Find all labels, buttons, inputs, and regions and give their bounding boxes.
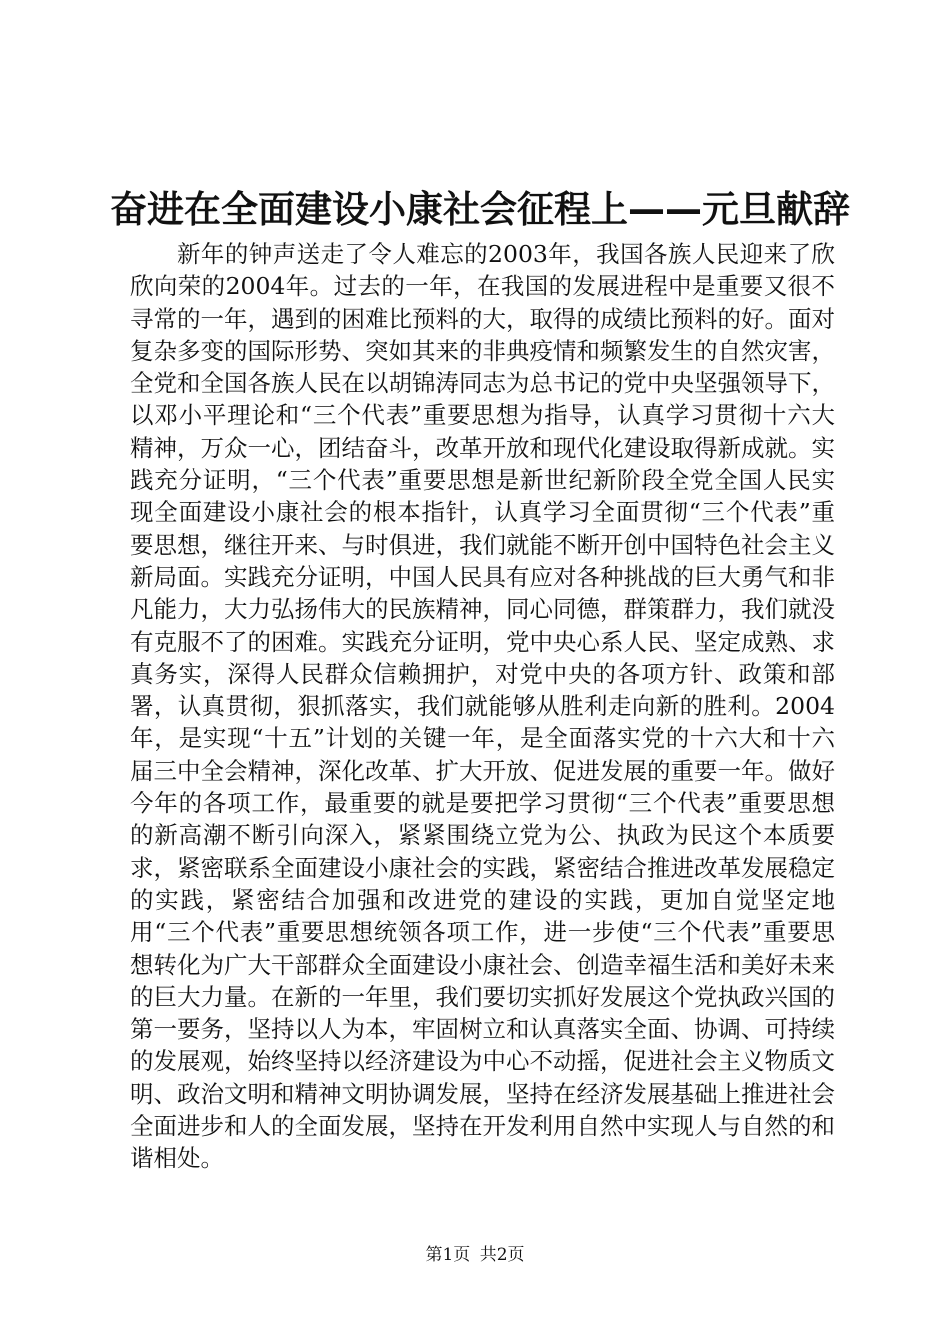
body-paragraph: 新年的钟声送走了令人难忘的2003年，我国各族人民迎来了欣欣向荣的2004年。过去的一年，在我国的发展进程中是重要又很不寻常的一年，遇到的困难比预料的大，取得的成绩比预料的好。面对复杂多变的国际形势、突如其来的非典疫情和频繁发生的自然灾害，全党和全国各族人民在以胡锦涛同志为总书记的党中央坚强领导下，以邓小平理论和“三个代表”重要思想为指导，认真学习贯彻十六大精神，万众一心，团结奋斗，改革开放和现代化建设取得新成就。实践充分证明，“三个代表”重要思想是新世纪新阶段全党全国人民实现全面建设小康社会的根本指针，认真学习全面贯彻“三个代表”重要思想，继往开来、与时俱进，我们就能不断开创中国特色社会主义新局面。实践充分证明，中国人民具有应对各种挑战的巨大勇气和非凡能力，大力弘扬伟大的民族精神，同心同德，群策群力，我们就没有克服不了的困难。实践充分证明，党中央心系人民、坚定成熟、求真务实，深得人民群众信赖拥护，对党中央的各项方针、政策和部署，认真贯彻，狠抓落实，我们就能够从胜利走向新的胜利。2004年，是实现“十五”计划的关键一年，是全面落实党的十六大和十六届三中全会精神，深化改革、扩大开放、促进发展的重要一年。做好今年的各项工作，最重要的就是要把学习贯彻“三个代表”重要思想的新高潮不断引向深入，紧紧围绕立党为公、执政为民这个本质要求，紧密联系全面建设小康社会的实践，紧密结合推进改革发展稳定的实践，紧密结合加强和改进党的建设的实践，更加自觉坚定地用“三个代表”重要思想统领各项工作，进一步使“三个代表”重要思想转化为广大干部群众全面建设小康社会、创造幸福生活和美好未来的巨大力量。在新的一年里，我们要切实抓好发展这个党执政兴国的第一要务，坚持以人为本，牢固树立和认真落实全面、协调、可持续的发展观，始终坚持以经济建设为中心不动摇，促进社会主义物质文明、政治文明和精神文明协调发展，坚持在经济发展基础上推进社会全面进步和人的全面发展，坚持在开发利用自然中实现人与自然的和谐相处。 [130,240,835,1173]
page-total: 共2页 [479,1245,525,1265]
page-footer [0,1244,950,1266]
page-title: 奋进在全面建设小康社会征程上——元旦献辞 [110,188,850,231]
page-number: 第1页 [425,1245,471,1265]
